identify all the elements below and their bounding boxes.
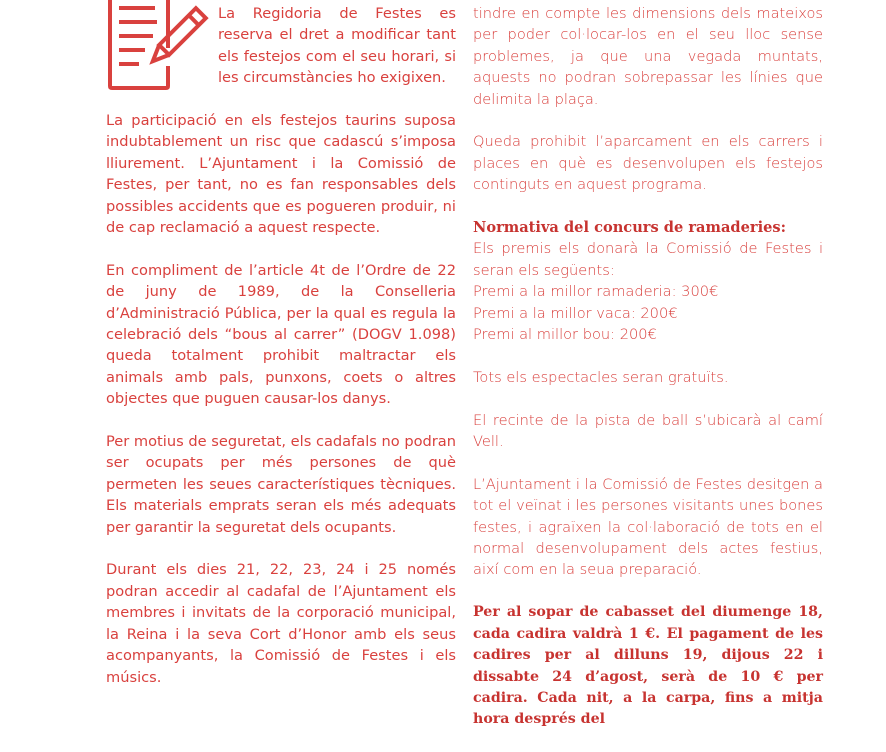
prize-best-ranch: Premi a la millor ramaderia: 300€ [473, 283, 719, 301]
right-column [473, 3, 823, 752]
free-shows-paragraph: Tots els espectacles seran gratuïts. [473, 368, 729, 386]
livestock-contest-heading: Normativa del concurs de ramaderies: [473, 219, 787, 237]
bullfight-risk-paragraph: La participació en els festejos taurins suposa indubtablement un risc que cadascú s’imposa lliurement. L’Ajuntament i la Comissió de Festes, per tant, no es fan responsables dels possibles accidents que es pogueren produir, ni de cap reclamació a aquest respecte. [106, 112, 456, 237]
prizes-intro: Els premis els donarà la Comissió de Festes i seran els següents: [473, 240, 823, 279]
greetings-paragraph: L’Ajuntament i la Comissió de Festes desitgen a tot el veïnat i les persones visitants unes bones festes, i agraïxen la col·laboració de tots en el normal desenvolupament dels actes festius, així com en la seua preparació. [473, 475, 823, 579]
stands-safety-paragraph: Per motius de seguretat, els cadafals no podran ser ocupats per més persones de què permeten les seues característiques tècniques. Els materials emprats seran els més adequats per garantir la seguretat dels ocupants. [106, 433, 456, 536]
intro-paragraph: La Regidoria de Festes es reserva el dret a modificar tant els festejos com el seu horari, si les circumstàncies ho exigixen. [218, 5, 456, 87]
animal-protection-paragraph: En compliment de l’article 4t de l’Ordre de 22 de juny de 1989, de la Conselleria d’Administració Pública, per la qual es regula la celebració dels “bous al carrer” (DOGV 1.098) queda totalment prohibit maltractar els animals amb pals, punxons, coets o altres objectes que puguen causar-los danys. [106, 261, 456, 408]
parking-prohibition-paragraph: Queda prohibit l’aparcament en els carrers i places en què es desenvolupen els festejos continguts en aquest programa. [473, 133, 823, 194]
prize-best-bull: Premi al millor bou: 200€ [473, 326, 657, 344]
document-pencil-icon [104, 0, 214, 92]
dance-venue-paragraph: El recinte de la pista de ball s’ubicarà al camí Vell. [473, 411, 823, 451]
chairs-notice: Per al sopar de cabasset del diumenge 18, cada cadira valdrà 1 €. El pagament de les cadires per al dilluns 19, dijous 22 i dissabte 24 d’agost, serà de 10 € per cadira. Cada nit, a la carpa, fins a mitja hora després del [473, 604, 823, 728]
prize-best-cow: Premi a la millor vaca: 200€ [473, 304, 678, 322]
stands-dimensions-paragraph: tindre en compte les dimensions dels mateixos per poder col·locar-los en el seu lloc sense problemes, ja que una vegada muntats, aquests no podran sobrepassar les línies que delimita la plaça. [473, 5, 823, 108]
council-stand-access-paragraph: Durant els dies 21, 22, 23, 24 i 25 només podran accedir al cadafal de l’Ajuntament els membres i invitats de la corporació municipal, la Reina i la seva Cort d’Honor amb els seus acompanyants, la Comissió de Festes i els músics. [106, 561, 456, 686]
left-column [106, 110, 456, 709]
livestock-contest-section [473, 217, 823, 345]
